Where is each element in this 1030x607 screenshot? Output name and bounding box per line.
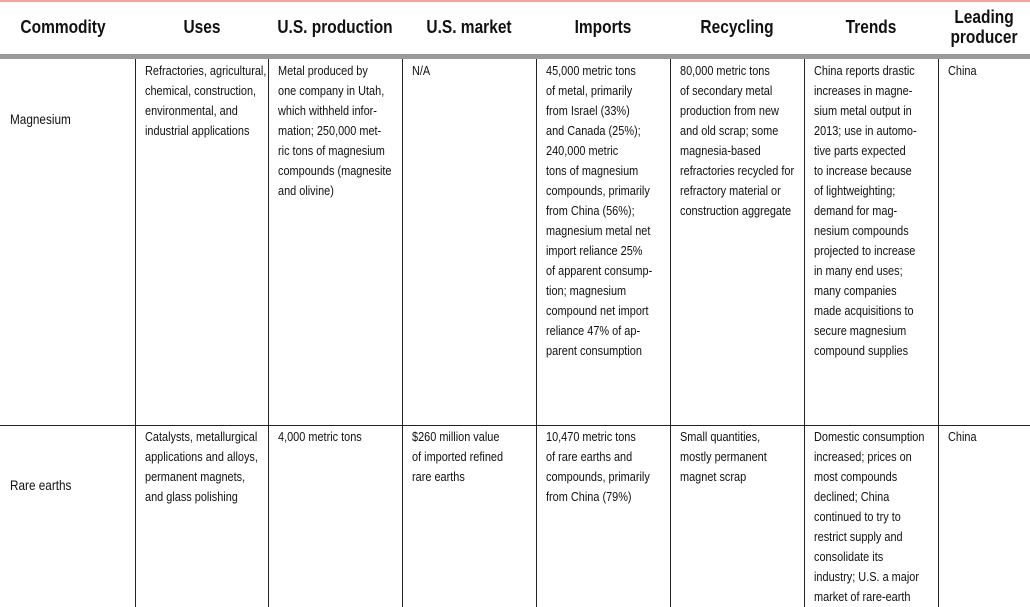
- column-divider: [402, 59, 403, 607]
- column-divider: [670, 59, 671, 607]
- column-divider: [938, 59, 939, 607]
- header-commodity: Commodity: [20, 17, 106, 37]
- trends-cell: Domestic consumption increased; prices on most compounds declined; China continued to try to restrict supply and consolidate its industry; U.S. a major market of rare-earth: [814, 429, 925, 604]
- column-divider: [804, 59, 805, 607]
- production-cell: Metal produced by one company in Utah, which withheld infor- mation; 250,000 met- ric tons of magnesium compounds (magnesite and olivine): [278, 63, 392, 198]
- uses-cell: Catalysts, metallurgical applications and alloys, permanent magnets, and glass polishing: [145, 429, 258, 504]
- commodity-name: Rare earths: [10, 477, 72, 493]
- row-divider: [0, 425, 1030, 426]
- imports-cell: 45,000 metric tons of metal, primarily from Israel (33%) and Canada (25%); 240,000 metric tons of magnesium compounds, primarily from China (56%); magnesium metal net import reliance 25% of apparent consump- tion; magnesium compound net import reliance 47% of ap- parent consumption: [546, 63, 653, 358]
- recycling-cell: 80,000 metric tons of secondary metal production from new and old scrap; some magnesia-based refractories recycled for refractory material or construction aggregate: [680, 63, 795, 218]
- production-cell: 4,000 metric tons: [278, 429, 362, 444]
- header-us-production: U.S. production: [277, 17, 393, 37]
- header-leading-producer: Leading producer: [950, 7, 1018, 47]
- producer-cell: China: [948, 429, 977, 444]
- commodity-name: Magnesium: [10, 111, 71, 127]
- column-divider: [268, 59, 269, 607]
- header-trends: Trends: [845, 17, 897, 37]
- market-cell: $260 million value of imported refined rare earths: [412, 429, 504, 484]
- trends-cell: China reports drastic increases in magne- sium metal output in 2013; use in automo- tive parts expected to increase because of lightweighting; demand for mag- nesium compounds projected to increase in many end uses; many companies made acquisitions to secure magnesium compound supplies: [814, 63, 917, 358]
- column-divider: [135, 59, 136, 607]
- header-rule: [0, 54, 1030, 59]
- imports-cell: 10,470 metric tons of rare earths and compounds, primarily from China (79%): [546, 429, 650, 504]
- header-us-market: U.S. market: [426, 17, 512, 37]
- table-header: [0, 2, 1030, 58]
- uses-cell: Refractories, agricultural, chemical, construction, environmental, and industrial applications: [145, 63, 267, 138]
- recycling-cell: Small quantities, mostly permanent magnet scrap: [680, 429, 767, 484]
- header-recycling: Recycling: [700, 17, 774, 37]
- header-imports: Imports: [574, 17, 632, 37]
- column-divider: [536, 59, 537, 607]
- market-cell: N/A: [412, 63, 431, 78]
- producer-cell: China: [948, 63, 977, 78]
- header-uses: Uses: [183, 17, 221, 37]
